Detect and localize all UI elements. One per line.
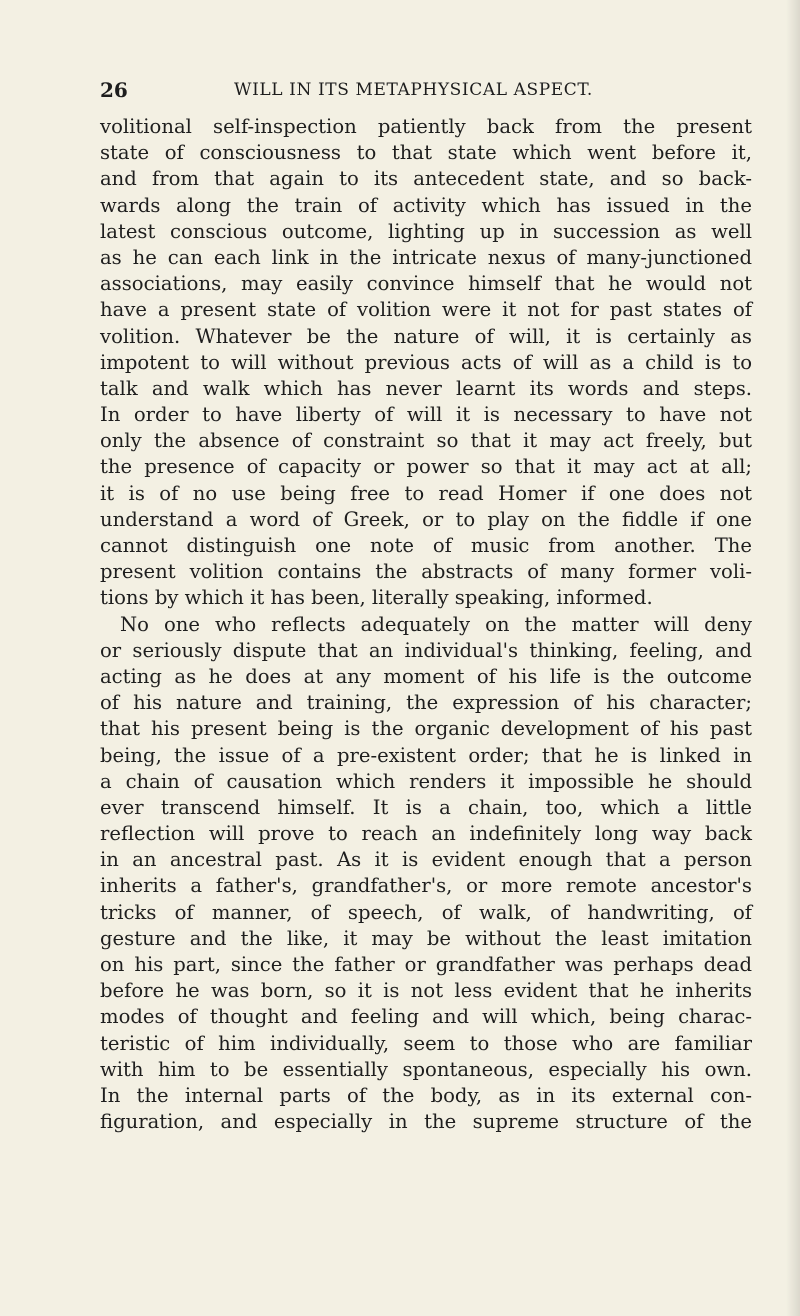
text-line: only the absence of constraint so that it may act freely, but	[100, 429, 752, 453]
text-line: acting as he does at any moment of his life is the outcome	[100, 664, 752, 688]
text-line: that his present being is the organic development of his past	[100, 717, 752, 741]
text-line: state of consciousness to that state which went before it,	[100, 141, 752, 165]
text-line: ever transcend himself. It is a chain, too, which a little	[100, 795, 752, 819]
running-title: WILL IN ITS METAPHYSICAL ASPECT.	[234, 80, 593, 100]
text-line: before he was born, so it is not less evident that he inherits	[100, 979, 752, 1003]
text-line: reflection will prove to reach an indefinitely long way back	[100, 822, 752, 846]
page-number: 26	[100, 78, 128, 102]
text-line: of his nature and training, the expression of his character;	[100, 691, 752, 715]
text-line: it is of no use being free to read Homer if one does not	[100, 481, 752, 505]
text-line: teristic of him individually, seem to those who are familiar	[100, 1031, 752, 1055]
text-line: latest conscious outcome, lighting up in succession as well	[100, 219, 752, 243]
text-line: tricks of manner, of speech, of walk, of handwriting, of	[100, 900, 752, 924]
text-line: tions by which it has been, literally speaking, informed.	[100, 586, 653, 610]
text-line: In order to have liberty of will it is necessary to have not	[100, 403, 752, 427]
text-line: a chain of causation which renders it impossible he should	[100, 769, 752, 793]
text-line: volition. Whatever be the nature of will, it is certainly as	[100, 324, 752, 348]
text-line: have a present state of volition were it not for past states of	[100, 298, 752, 322]
text-line: in an ancestral past. As it is evident enough that a person	[100, 848, 752, 872]
text-line: associations, may easily convince himself that he would not	[100, 272, 752, 296]
text-line: being, the issue of a pre-existent order; that he is linked in	[100, 743, 752, 767]
text-line: as he can each link in the intricate nexus of many-junctioned	[100, 245, 752, 269]
text-line: gesture and the like, it may be without the least imitation	[100, 926, 752, 950]
text-line: and from that again to its antecedent state, and so back-	[100, 167, 752, 191]
running-header	[100, 78, 800, 108]
text-line: understand a word of Greek, or to play on the fiddle if one	[100, 507, 752, 531]
text-line: modes of thought and feeling and will which, being charac-	[100, 1005, 752, 1029]
text-line: wards along the train of activity which has issued in the	[100, 193, 752, 217]
text-line: with him to be essentially spontaneous, especially his own.	[100, 1057, 752, 1081]
text-line: talk and walk which has never learnt its words and steps.	[100, 376, 752, 400]
text-line: figuration, and especially in the supreme structure of the	[100, 1110, 752, 1134]
paragraph	[100, 612, 752, 1136]
text-line: on his part, since the father or grandfather was perhaps dead	[100, 953, 752, 976]
text-line: volitional self-inspection patiently back from the present	[100, 115, 752, 138]
text-line: inherits a father's, grandfather's, or more remote ancestor's	[100, 874, 752, 898]
text-line: No one who reflects adequately on the matter will deny	[120, 612, 752, 636]
text-line: or seriously dispute that an individual's thinking, feeling, and	[100, 638, 752, 662]
text-line: impotent to will without previous acts of will as a child is to	[100, 350, 752, 374]
text-line: cannot distinguish one note of music from another. The	[100, 534, 752, 557]
paragraph	[100, 114, 752, 612]
text-line: In the internal parts of the body, as in its external con-	[100, 1083, 752, 1107]
body-text	[100, 114, 752, 1135]
page-edge-shadow	[786, 0, 800, 1316]
text-line: the presence of capacity or power so that it may act at all;	[100, 455, 752, 479]
text-line: present volition contains the abstracts of many former voli-	[100, 560, 752, 584]
